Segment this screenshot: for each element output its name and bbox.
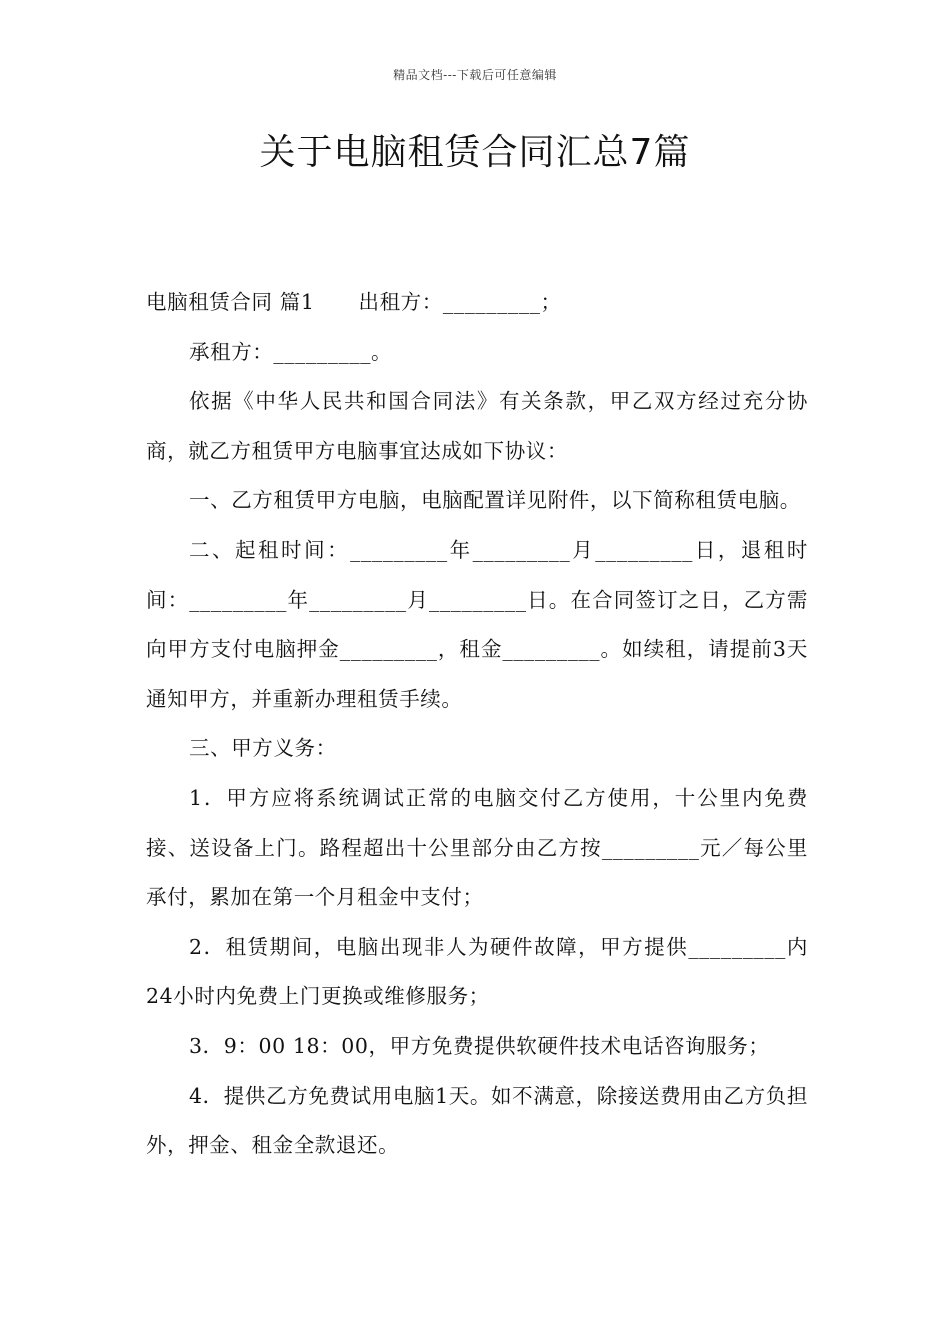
clause-three-heading: 三、甲方义务： [189,736,337,761]
obligation-item-4: 4．提供乙方免费试用电脑1天。如不满意，除接送费用由乙方负担外，押金、租金全款退还。 [146,1083,808,1158]
document-title: 关于电脑租赁合同汇总7篇 [259,132,691,173]
section-heading-line [146,278,808,328]
obligation-item-2: 2．租赁期间，电脑出现非人为硬件故障，甲方提供_________内24小时内免费上门更换或维修服务； [146,934,808,1009]
obligation-item-1: 1．甲方应将系统调试正常的电脑交付乙方使用，十公里内免费接、送设备上门。路程超出十公里部分由乙方按_________元／每公里承付，累加在第一个月租金中支付； [146,785,808,910]
document-body [146,278,808,1171]
preamble-paragraph: 依据《中华人民共和国合同法》有关条款，甲乙双方经过充分协商，就乙方租赁甲方电脑事宜达成如下协议： [146,389,808,463]
lessee-line: 承租方：_________。 [189,339,393,364]
clause-two: 二、起租时间：_________年_________月_________日，退租时间：_________年_________月_________日。在合同签订之日，乙方需向甲方支付电脑押金_________，租金_________。如续租，请提前3天通知甲方，并重新办理租赁手续。 [146,537,808,711]
lessor-line: 出租方：_________； [358,290,562,314]
clause-one: 一、乙方租赁甲方电脑，电脑配置详见附件，以下简称租赁电脑。 [189,488,801,513]
obligation-item-3: 3．9：00 18：00，甲方免费提供软硬件技术电话咨询服务； [189,1033,770,1058]
page-header-note: 精品文档---下载后可任意编辑 [393,68,557,82]
section-label: 电脑租赁合同 篇1 [146,290,315,314]
